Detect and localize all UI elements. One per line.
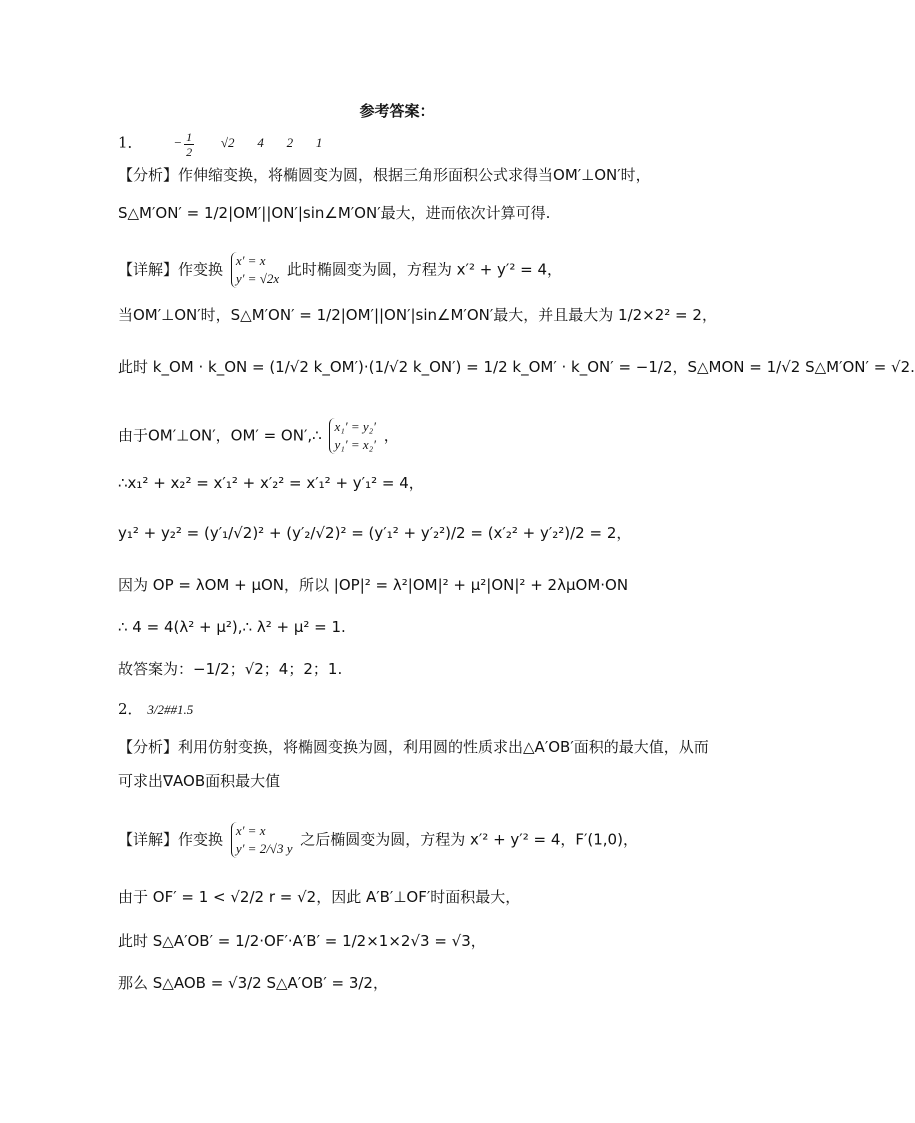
q1-sys-2-row-1: x₁′ = y₂′ bbox=[334, 419, 376, 434]
q1-detail-2: 当OM′⊥ON′时，S△M′ON′ = 1/2|OM′||ON′|sin∠M′ON′最大，并且最大为 1/2×2² = 2， bbox=[118, 306, 717, 324]
q1-system-1 bbox=[231, 252, 279, 288]
q2-detail-tag: 【详解】 bbox=[118, 830, 179, 849]
q1-answer-2: √2 bbox=[220, 135, 235, 151]
q1-detail-7: 因为 OP = λOM + μON，所以 |OP|² = λ²|OM|² + μ²|ON|² + 2λμOM·ON bbox=[118, 576, 629, 594]
q1-detail-4b: ， bbox=[383, 426, 399, 445]
q1-analysis-text: 作伸缩变换，将椭圆变为圆，根据三角形面积公式求得当OM′⊥ON′时， bbox=[178, 166, 651, 184]
q1-answer-1: − $\frac{1}{2}$ bbox=[173, 130, 193, 159]
q2-sys-1-row-1: x′ = x bbox=[235, 823, 266, 838]
q1-detail-8: ∴ 4 = 4(λ² + μ²),∴ λ² + μ² = 1. bbox=[118, 618, 346, 636]
q2-detail-1 bbox=[118, 822, 638, 858]
page-title: 参考答案： bbox=[359, 102, 435, 120]
q2-answer-line bbox=[118, 700, 193, 719]
q1-sys-1-row-1: x′ = x bbox=[235, 253, 266, 268]
q2-detail-1b: 之后椭圆变为圆，方程为 x′² + y′² = 4，F′(1,0)， bbox=[300, 830, 638, 849]
q1-analysis bbox=[118, 166, 651, 184]
q1-analysis-tag: 【分析】 bbox=[118, 166, 179, 184]
q1-answer-5: 1 bbox=[315, 135, 323, 151]
q1-number: 1． bbox=[118, 133, 143, 152]
q1-answer-4: 2 bbox=[286, 135, 294, 151]
q1-detail-1 bbox=[118, 252, 562, 288]
q2-system-1 bbox=[231, 822, 293, 858]
q1-conclusion: 故答案为：−1/2；√2；4；2；1. bbox=[118, 660, 343, 678]
q1-detail-6: y₁² + y₂² = (y′₁/√2)² + (y′₂/√2)² = (y′₁² + y′₂²)/2 = (x′₂² + y′₂²)/2 = 2， bbox=[118, 524, 632, 542]
q1-sys-2-row-2: y₁′ = x₂′ bbox=[334, 437, 376, 452]
q1-sys-1-row-2: y′ = √2x bbox=[235, 271, 280, 286]
q2-detail-2: 由于 OF′ = 1 < √2/2 r = √2，因此 A′B′⊥OF′时面积最大， bbox=[118, 888, 521, 906]
q1-detail-4a: 由于OM′⊥ON′，OM′ = ON′,∴ bbox=[118, 426, 322, 445]
q2-detail-1a: 作变换 bbox=[178, 830, 224, 849]
q1-detail-3: 此时 k_OM · k_ON = (1/√2 k_OM′)·(1/√2 k_ON′) = 1/2 k_OM′ · k_ON′ = −1/2，S△MON = 1/√2 S△M′ON′ = √2. bbox=[118, 358, 915, 376]
q1-analysis-2: S△M′ON′ = 1/2|OM′||ON′|sin∠M′ON′最大，进而依次计算可得. bbox=[118, 204, 551, 222]
q2-analysis-2: 可求出∇AOB面积最大值 bbox=[118, 772, 281, 790]
q2-number: 2． bbox=[118, 700, 143, 718]
q2-sys-1-row-2: y′ = 2/√3 y bbox=[235, 841, 293, 856]
q1-answer-3: 4 bbox=[257, 135, 264, 151]
q2-analysis bbox=[118, 738, 709, 756]
q2-analysis-text: 利用仿射变换，将椭圆变换为圆，利用圆的性质求出△A′OB′面积的最大值，从而 bbox=[178, 738, 709, 756]
q1-detail-tag: 【详解】 bbox=[118, 260, 179, 279]
q2-answer: 3/2##1.5 bbox=[147, 702, 194, 717]
q1-detail-4 bbox=[118, 418, 399, 454]
q2-detail-4: 那么 S△AOB = √3/2 S△A′OB′ = 3/2， bbox=[118, 974, 388, 992]
q1-system-2 bbox=[329, 418, 376, 454]
q1-detail-5: ∴x₁² + x₂² = x′₁² + x′₂² = x′₁² + y′₁² = 4， bbox=[118, 474, 424, 492]
q1-detail-1b: 此时椭圆变为圆，方程为 x′² + y′² = 4， bbox=[286, 260, 563, 279]
q1-detail-1a: 作变换 bbox=[178, 260, 224, 279]
q2-detail-3: 此时 S△A′OB′ = 1/2·OF′·A′B′ = 1/2×1×2√3 = √3， bbox=[118, 932, 486, 950]
q1-answer-line bbox=[118, 130, 322, 159]
q2-analysis-tag: 【分析】 bbox=[118, 738, 179, 756]
